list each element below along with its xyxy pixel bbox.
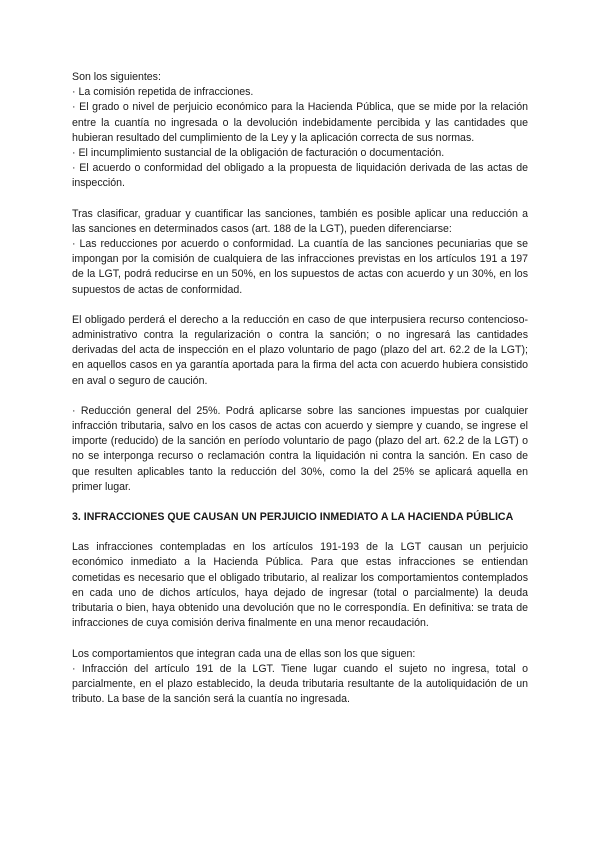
document-body (72, 70, 528, 707)
paragraph-infracciones: Las infracciones contempladas en los artículos 191-193 de la LGT causan un perjuicio económico inmediato a la Hacienda Pública. Para que estas infracciones se entiendan cometidas es necesario que el obligado tributario, al realizar los comportamientos contemplados en cada uno de dichos artículos, haya dejado de ingresar (total o parcialmente) la deuda tributaria o bien, haya obtenido una devolución que no le correspondía. En definitiva: se trata de infracciones de cuya comisión deriva finalmente en una menor recaudación. (72, 541, 528, 630)
list-item-reducciones: · Las reducciones por acuerdo o conformidad. La cuantía de las sanciones pecuniarias que se impongan por la comisión de cualquiera de las infracciones previstas en los artículos 191 a 197 de la LGT, podrá reducirse en un 50%, en los supuestos de actas con acuerdo y un 30%, en los supuestos de actas de conformidad. (72, 238, 528, 296)
intro-text: Son los siguientes: (72, 71, 161, 83)
paragraph-obligado: El obligado perderá el derecho a la reducción en caso de que interpusiera recurso contencioso-administrativo contra la regularización o contra la sanción; o no ingresará las cantidades derivadas del acta de inspección en el plazo voluntario de pago (plazo del art. 62.2 de la LGT); en aquellos casos en ya garantía aportada para la firma del acta con acuerdo hubiera consistido en aval o seguro de caución. (72, 313, 528, 387)
list-item: · La comisión repetida de infracciones. (72, 86, 254, 99)
list-item-reduccion-general: · Reducción general del 25%. Podrá aplicarse sobre las sanciones impuestas por cualquier infracción tributaria, salvo en los casos de actas con acuerdo y siempre y cuando, se ingrese el importe (reducido) de la sanción en período voluntario de pago (plazo del art. 62.2 de la LGT) o no se interponga recurso o reclamación contra la liquidación ni contra la sanción. En caso de que resulten aplicables tanto la reducción del 30%, como la del 25% se aplicará aquella en primer lugar. (72, 404, 528, 493)
list-item: · El acuerdo o conformidad del obligado a la propuesta de liquidación derivada de las actas de inspección. (72, 162, 528, 190)
section-heading: 3. INFRACCIONES QUE CAUSAN UN PERJUICIO INMEDIATO A LA HACIENDA PÚBLICA (72, 511, 514, 524)
list-item: · El grado o nivel de perjuicio económico para la Hacienda Pública, que se mide por la relación entre la cuantía no ingresada o la devolución indebidamente percibida y las cantidades que hubieran resultado del cumplimiento de la Ley y la aplicación correcta de sus normas. (72, 101, 528, 144)
paragraph-comportamientos: Los comportamientos que integran cada una de ellas son los que siguen: (72, 647, 416, 660)
paragraph-tras-clasificar: Tras clasificar, graduar y cuantificar las sanciones, también es posible aplicar una reducción a las sanciones en determinados casos (art. 188 de la LGT), pueden diferenciarse: (72, 207, 528, 235)
list-item: · El incumplimiento sustancial de la obligación de facturación o documentación. (72, 147, 445, 160)
list-item-articulo-191: · Infracción del artículo 191 de la LGT. Tiene lugar cuando el sujeto no ingresa, total o parcialmente, en el plazo establecido, la deuda tributaria resultante de la autoliquidación de un tributo. La base de la sanción será la cuantía no ingresada. (72, 662, 528, 706)
